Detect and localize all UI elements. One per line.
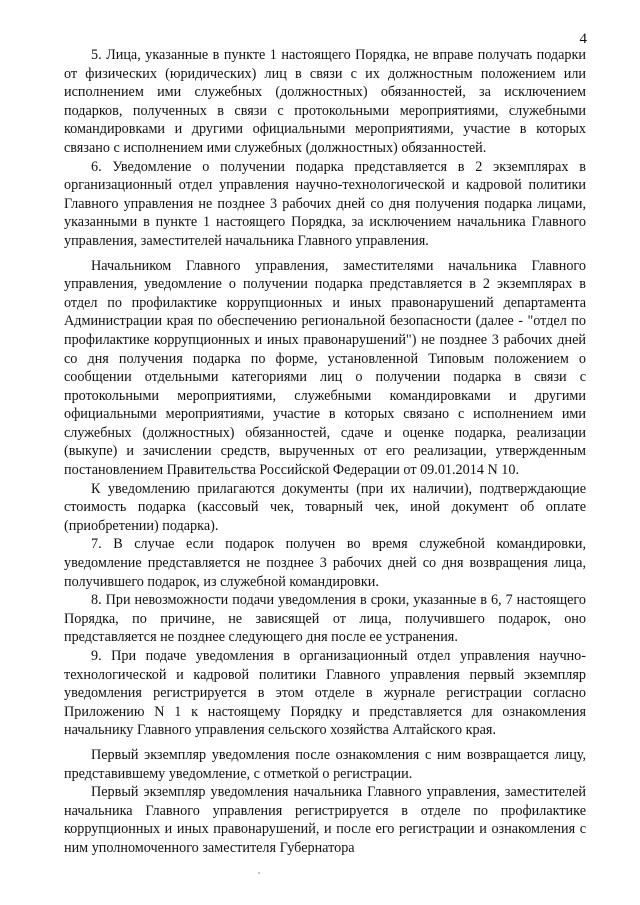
paragraph-item-8-deadline-impossibility: 8. При невозможности подачи уведомления в сроки, указанные в 6, 7 настоящего Порядка, по причине, не зависящей от лица, получившего подарок, оно представляется не позднее следующего дня после ее устранения. (64, 592, 586, 646)
document-body (64, 46, 586, 858)
scan-speck (258, 872, 260, 874)
paragraph-first-copy-head: Первый экземпляр уведомления начальника Главного управления, заместителей начальника Главного управления регистрируется в отделе по профилактике коррупционных и иных правонарушений, и после его регистрации и ознакомления с ним уполномоченного заместителя Губернатора (64, 784, 586, 856)
paragraph-item-6-notification-submission: 6. Уведомление о получении подарка представляется в 2 экземплярах в организационный отдел управления научно-технологической и кадровой политики Главного управления не позднее 3 рабочих дней со дня получения подарка лицами, указанными в пункте 1 настоящего Порядка, за исключением начальника Главного управления, заместителей начальника Главного управления. (64, 158, 586, 249)
paragraph-attached-documents: К уведомлению прилагаются документы (при их наличии), подтверждающие стоимость подарка (кассовый чек, товарный чек, иной документ об оплате (приобретении) подарка). (64, 480, 586, 534)
page-number: 4 (579, 31, 587, 47)
paragraph-first-copy-return: Первый экземпляр уведомления после ознакомления с ним возвращается лицу, представившему уведомление, с отметкой о регистрации. (64, 746, 586, 782)
paragraph-item-5-gifts-prohibition: 5. Лица, указанные в пункте 1 настоящего Порядка, не вправе получать подарки от физических (юридических) лиц в связи с их должностным положением или исполнением ими служебных (должностных) обязанностей, за исключением подарков, полученных в связи с протокольными мероприятиями, служебными командировками и другими официальными мероприятиями, участие в которых связано с исполнением ими служебных (должностных) обязанностей. (64, 47, 586, 156)
paragraph-head-notification: Начальником Главного управления, заместителями начальника Главного управления, уведомление о получении подарка представляется в 2 экземплярах в отдел по профилактике коррупционных и иных правонарушений департамента Администрации края по обеспечению региональной безопасности (далее - "отдел по профилактике коррупционных и иных правонарушений") не позднее 3 рабочих дней со дня получения подарка по форме, установленной Типовым положением о сообщении отдельными категориями лиц о получении подарка в связи с протокольными мероприятиями, служебными командировками и другими официальными мероприятиями, участие в которых связано с исполнением ими служебных (должностных) обязанностей, сдаче и оценке подарка, реализации (выкупе) и зачислении средств, вырученных от его реализации, утвержденным постановлением Правительства Российской Федерации от 09.01.2014 N 10. (64, 257, 586, 479)
paragraph-item-7-business-trip: 7. В случае если подарок получен во время служебной командировки, уведомление представляется не позднее 3 рабочих дней со дня возвращения лица, получившего подарок, из служебной командировки. (64, 536, 586, 590)
paragraph-item-9-registration: 9. При подаче уведомления в организационный отдел управления научно-технологической и кадровой политики Главного управления первый экземпляр уведомления регистрируется в этом отделе в журнале регистрации согласно Приложению N 1 к настоящему Порядку и представляется для ознакомления начальнику Главного управления сельского хозяйства Алтайского края. (64, 648, 586, 739)
